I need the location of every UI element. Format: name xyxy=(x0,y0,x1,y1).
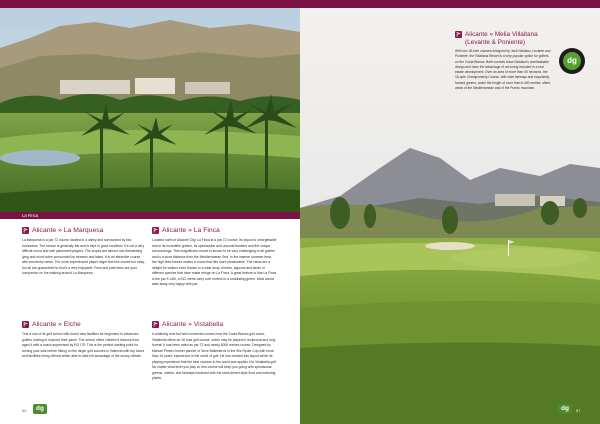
dg-logo: dg xyxy=(33,404,47,414)
golf-flag-icon xyxy=(152,227,159,234)
golf-course-photo-la-finca xyxy=(0,8,300,212)
top-band xyxy=(0,0,300,8)
article-body: This a one of its golf school with brand new facilities for beginners to advanced golfers looking to improve their game. The school offers children's lessons from aged 4 with a coach supervised by RG CR. This is the perfect starting point for turning your kids before hitting on the larger golf courses in Valencia with top tutors and facilities being offered within able to take full advantage of the sunny climate. xyxy=(22,332,145,358)
article-elche xyxy=(22,320,147,360)
page-number: 86 xyxy=(22,408,27,413)
golf-flag-icon xyxy=(455,31,462,38)
article-header xyxy=(22,320,147,329)
article-la-finca xyxy=(152,226,277,288)
article-body: Located north of Alicante City, La Finca is a par 72 course. Its layout is unforgettable due to its incredible greens, its spectacular and unusual bunkers and the unique surroundings. This magnificent course is known to be very challenging to all golfers and is a short distance from the Mediterranean Sea. In the warmer summer heat, the high tees breeze makes a round that hits more pleasurable. The views are a delight for visitors even thanks to a wide array of trees, lagoons and lands of different species that have made refuge on La Finca. A great feature is that La Finca is the par 5 14th, a 512 metre carry over meters to a undulating green. Most would walk away very happy with par. xyxy=(152,238,277,286)
article-subtitle: (Levante & Poniente) xyxy=(465,39,526,46)
photo-caption-bar xyxy=(0,212,300,219)
article-header xyxy=(152,226,277,235)
article-header xyxy=(152,320,277,329)
top-band xyxy=(300,0,600,8)
article-title: Alicante » La Marquesa xyxy=(32,227,104,234)
golf-flag-icon xyxy=(22,227,29,234)
article-body: A relatively new but well conceived course near the Costa Blanca golf coast, Vistabella offers an 18 hole golf course, which may be played in reciprocal and long format. It has been rated as par 72 and nearly 6000 metres course. Designed by Manuel Pineiro former partner of Seve Ballesteros in the 90s Ryder Cup with more than 10 years' experience in the world of golf. He has created this layout which its playing experience that the best courses in the world and applies it to Vistabella golf. No matter what level you play at, this course will keep you going with spectacular greens, shelter, and fairways bordered with the stark desert style flora and maturing plants. xyxy=(152,332,277,380)
article-title: Alicante » Melia Villaitana xyxy=(465,31,538,38)
dg-badge-text: dg xyxy=(563,52,581,70)
article-title: Alicante » Vistabella xyxy=(162,321,224,328)
article-vistabella xyxy=(152,320,277,382)
article-body: La Marquesa is a par 72 course located in a valley and surrounded by two mountains. The course is generally flat and is kept in good condition. It's not a very difficult round and well placement players. The slopes are almost non-threatening lying and short holes surrounded by streams and lakes. It is an attractive course with wonderful views. The more experienced player might find this course too easy, but all are guaranteed to find it a very enjoyable. Fees and patio fees are your companion on the walking around La Marquesa. xyxy=(22,238,145,275)
article-la-marquesa xyxy=(22,226,147,277)
page-number: 87 xyxy=(576,408,581,413)
article-title: Alicante » La Finca xyxy=(162,227,220,234)
right-page xyxy=(300,0,600,424)
dg-badge xyxy=(559,48,585,74)
article-title: Alicante » Elche xyxy=(32,321,81,328)
article-melia-villaitana xyxy=(455,30,553,91)
article-body: With two 18-hole courses designed by Jack Nicklaus, Levante and Poniente, the Villaitana Resort is a very popular option for golfers on the Costa Blanca. Both courses show Nicklaus's unmistakable design and have the advantage of not being included in a real estate development. Over an area of more than 90 hectares, the 18-ople Championship Course, with wide fairways and exquisitely formed greens, under the length of more than 6.400 metres, offers views of the Mediterranean and of the Puerto mountain. xyxy=(455,49,551,91)
golf-flag-icon xyxy=(152,321,159,328)
article-header xyxy=(455,30,553,39)
photo-caption: La Finca xyxy=(22,213,39,218)
golf-flag-icon xyxy=(22,321,29,328)
golf-course-photo-villaitana xyxy=(300,8,600,424)
article-header xyxy=(22,226,147,235)
dg-logo: dg xyxy=(558,404,572,414)
